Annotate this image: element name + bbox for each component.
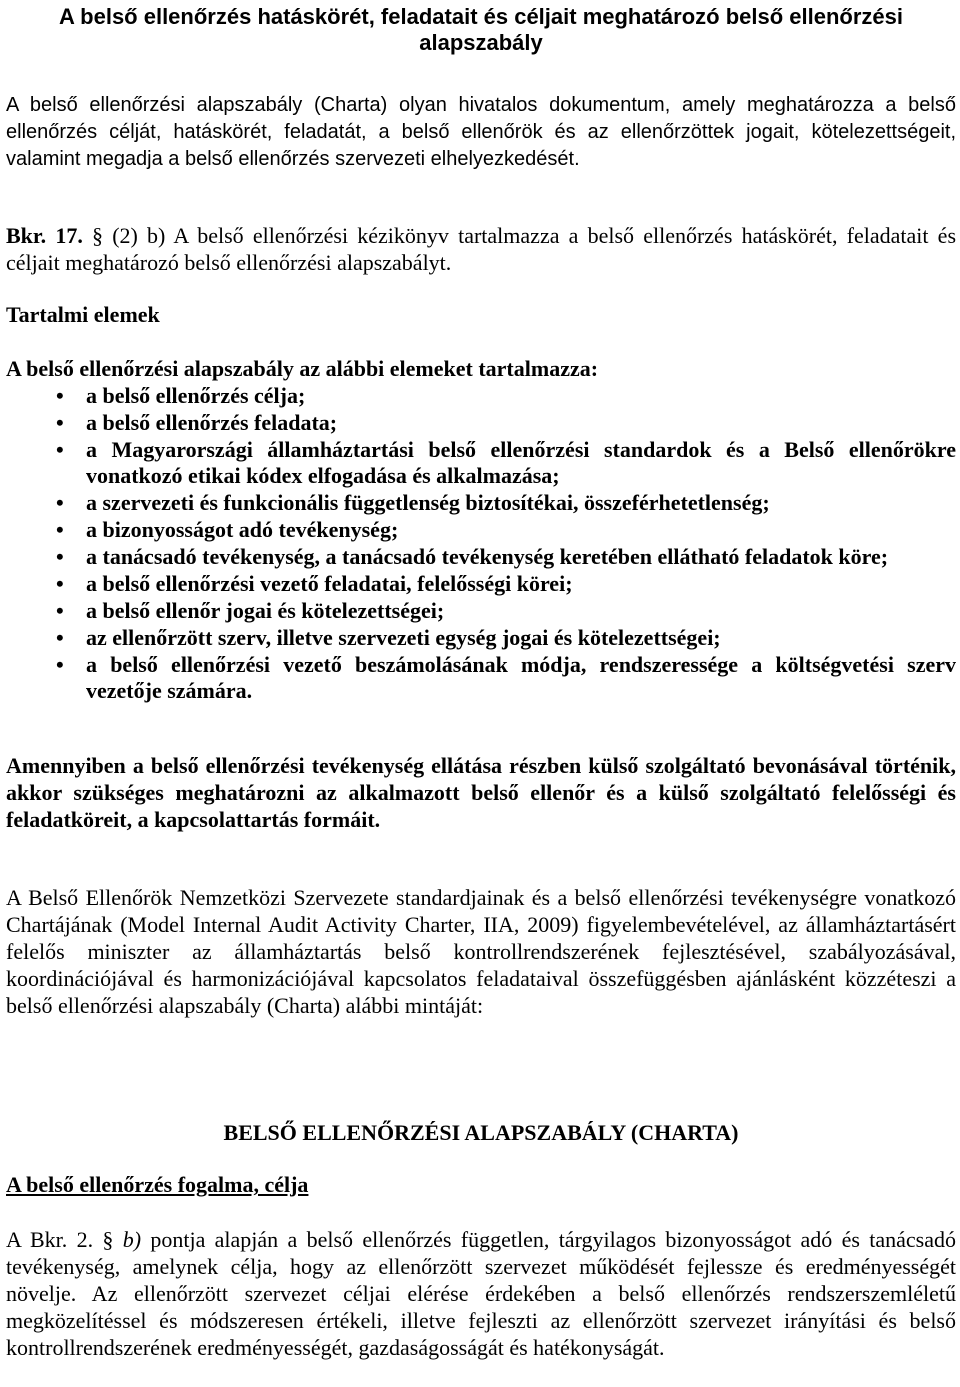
list-item [6,410,956,436]
list-item-text: a Magyarországi államháztartási belső ellenőrzési standardok és a Belső ellenőrökre vonatkozó etikai kódex elfogadása és alkalmazása; [86,437,956,488]
list-item [6,652,956,704]
concept-paragraph [6,1226,956,1361]
section-heading-concept: A belső ellenőrzés fogalma, célja [6,1172,309,1197]
elements-list [6,383,956,705]
bkr-reference: Bkr. 17. [6,223,83,248]
bkr-paragraph [6,222,956,276]
document-title: A belső ellenőrzés hatáskörét, feladatait és céljait meghatározó belső ellenőrzési alapszabály [58,4,904,55]
list-item [6,571,956,597]
list-item-text: a belső ellenőrzés feladata; [86,410,338,435]
iia-paragraph: A Belső Ellenőrök Nemzetközi Szervezete standardjainak és a belső ellenőrzési tevékenységre vonatkozó Chartájának (Model Internal Audit Activity Charter, IIA, 2009) figyelembevételével, az államháztartásért felelős miniszter az államháztartás belső kontrollrendszerének fejlesztésével, szabályozásával, koordinációjával és harmonizációjával kapcsolatos feladataival összefüggésben ajánlásként közzéteszi a belső ellenőrzési alapszabály (Charta) alábbi mintáját: [6,885,956,1018]
bullet-icon: • [56,383,64,408]
list-item [6,490,956,516]
content-elements-heading: Tartalmi elemek [6,302,160,327]
external-provider-paragraph: Amennyiben a belső ellenőrzési tevékenység ellátása részben külső szolgáltató bevonásával történik, akkor szükséges meghatározni az alkalmazott belső ellenőr és a külső szolgáltató felelősségi és feladatköreit, a kapcsolattartás formáit. [6,753,956,832]
concept-text-rest: pontja alapján a belső ellenőrzés független, tárgyilagos bizonyosságot adó és tanácsadó tevékenység, amelynek célja, hogy az ellenőrzött szervezet működését fejlessze és eredményességét növelje. Az ellenőrzött szervezet céljai elérése érdekében a belső ellenőrzés rendszerszemléletű megközelítéssel és módszeresen értékeli, illetve fejleszti az ellenőrzött szervezet irányítási és belső kontrollrendszerének eredményességét, gazdaságosságát és hatékonyságát. [6,1227,956,1360]
list-item [6,625,956,651]
bullet-icon: • [56,544,64,569]
list-item [6,598,956,624]
list-item-text: a belső ellenőrzési vezető beszámolásának módja, rendszeressége a költségvetési szerv vezetője számára. [86,652,956,703]
list-item [6,383,956,409]
list-item-text: a belső ellenőr jogai és kötelezettségei; [86,598,445,623]
bullet-icon: • [56,598,64,623]
list-intro: A belső ellenőrzési alapszabály az alábbi elemeket tartalmazza: [6,356,599,381]
list-item-text: a belső ellenőrzés célja; [86,383,306,408]
list-item [6,544,956,570]
bullet-icon: • [56,652,64,677]
list-item-text: a szervezeti és funkcionális függetlenség biztosítékai, összeférhetetlenség; [86,490,770,515]
charter-title: BELSŐ ELLENŐRZÉSI ALAPSZABÁLY (CHARTA) [223,1120,739,1145]
intro-paragraph: A belső ellenőrzési alapszabály (Charta) olyan hivatalos dokumentum, amely meghatározza a belső ellenőrzés célját, hatáskörét, feladatát, a belső ellenőrök és az ellenőrzöttek jogait, kötelezettségeit, valamint megadja a belső ellenőrzés szervezeti elhelyezkedését. [6,94,956,170]
bullet-icon: • [56,410,64,435]
concept-text-italic: b) [122,1227,142,1252]
bullet-icon: • [56,571,64,596]
concept-text-start: A Bkr. 2. § [6,1227,123,1252]
list-item-text: a belső ellenőrzési vezető feladatai, felelősségi körei; [86,571,573,596]
bullet-icon: • [56,437,64,462]
list-item [6,437,956,489]
bullet-icon: • [56,625,64,650]
list-item-text: a tanácsadó tevékenység, a tanácsadó tevékenység keretében ellátható feladatok köre; [86,544,889,569]
bullet-icon: • [56,490,64,515]
list-item-text: az ellenőrzött szerv, illetve szervezeti egység jogai és kötelezettségei; [86,625,721,650]
list-item [6,517,956,543]
bullet-icon: • [56,517,64,542]
bkr-text: § (2) b) A belső ellenőrzési kézikönyv tartalmazza a belső ellenőrzés hatáskörét, feladatait és céljait meghatározó belső ellenőrzési alapszabályt. [6,223,957,275]
list-item-text: a bizonyosságot adó tevékenység; [86,517,399,542]
